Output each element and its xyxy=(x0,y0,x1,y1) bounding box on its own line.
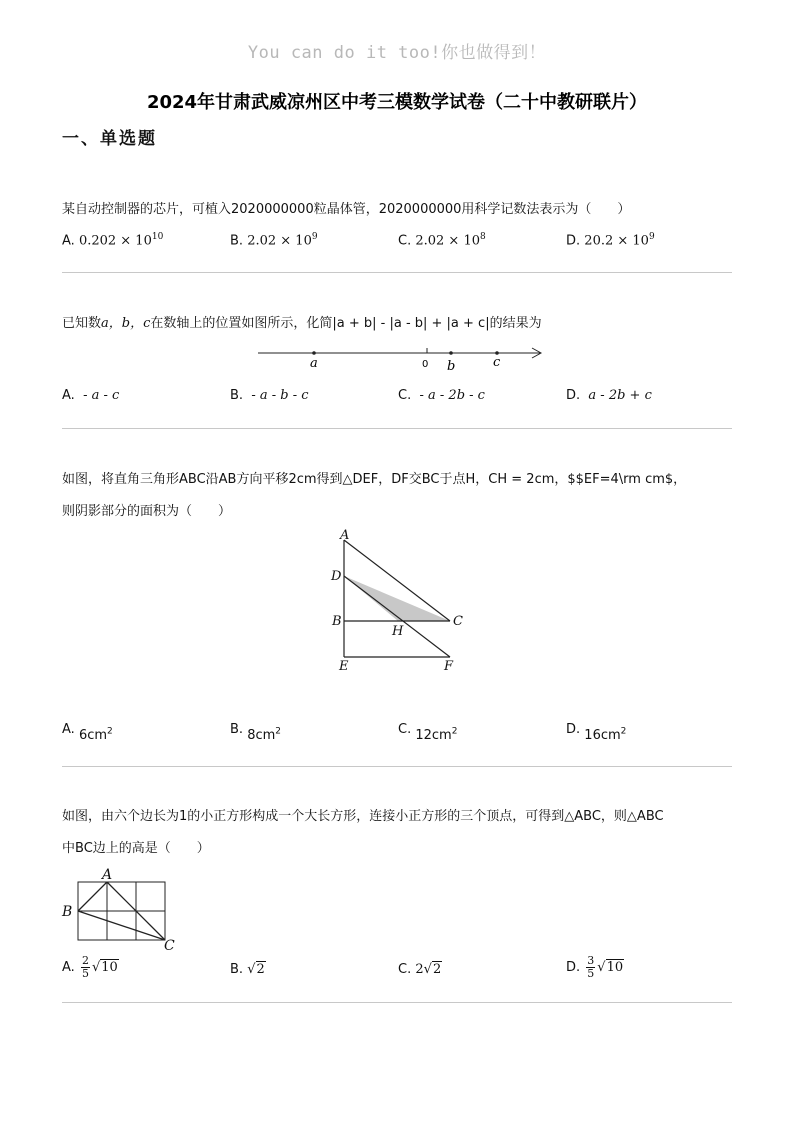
q1-option-d[interactable]: D. $20.2 \times 10^9$ xyxy=(566,232,655,249)
question-2-stem: 已知数a，b，c在数轴上的位置如图所示，化简|a + b| - |a - b| + |a + c|的结果为 xyxy=(62,316,542,331)
q3-option-b[interactable]: B. $8cm^2$ xyxy=(230,722,282,743)
divider xyxy=(62,428,732,429)
q3-option-c[interactable]: C. $12cm^2$ xyxy=(398,722,458,743)
vertex-e: E xyxy=(339,659,349,674)
vertex-c: C xyxy=(453,614,463,629)
point-b xyxy=(449,351,453,355)
grid-triangle-figure xyxy=(60,864,185,954)
question-3-line1: 如图，将直角三角形ABC沿AB方向平移2cm得到△DEF，DF交BC于点H，CH = 2cm，$$EF=4\rm cm$， xyxy=(62,472,687,487)
q1-option-c[interactable]: C. $2.02 \times 10^8$ xyxy=(398,232,486,249)
divider xyxy=(62,272,732,273)
vertex-f: F xyxy=(444,659,454,674)
q3-option-d[interactable]: D. $16cm^2$ xyxy=(566,722,627,743)
vertex-a: A xyxy=(340,528,350,543)
question-4-line2: 中BC边上的高是（ ） xyxy=(62,841,210,856)
q2-option-d[interactable]: D. a - 2b + c xyxy=(566,388,652,403)
divider xyxy=(62,1002,732,1003)
q2-option-c[interactable]: C. - a - 2b - c xyxy=(398,388,485,403)
label-a: a xyxy=(310,356,318,371)
question-1-stem: 某自动控制器的芯片，可植入2020000000粒晶体管，2020000000用科学记数法表示为（ ） xyxy=(62,202,631,217)
q2-option-b[interactable]: B. - a - b - c xyxy=(230,388,309,403)
vertex-b: B xyxy=(62,904,73,920)
vertex-d: D xyxy=(331,569,342,584)
label-b: b xyxy=(447,359,456,374)
section-heading: 一、单选题 xyxy=(62,129,157,149)
vertex-a: A xyxy=(102,867,113,883)
q3-option-a[interactable]: A. $6cm^2$ xyxy=(62,722,113,743)
question-4-line1: 如图，由六个边长为1的小正方形构成一个大长方形，连接小正方形的三个顶点，可得到△ABC，则△ABC xyxy=(62,809,664,824)
q4-option-b[interactable]: B. √2 xyxy=(230,962,265,977)
number-line-figure xyxy=(250,340,550,374)
q1-option-b[interactable]: B. $2.02 \times 10^9$ xyxy=(230,232,318,249)
vertex-c: C xyxy=(164,938,175,954)
page-title: 2024年甘肃武威凉州区中考三模数学试卷（二十中教研联片） xyxy=(146,92,648,113)
point-a xyxy=(312,351,316,355)
triangle-translation-figure xyxy=(326,524,476,674)
label-zero: 0 xyxy=(422,359,429,370)
q4-option-a[interactable]: A. $\frac{2}{5}$ √10 xyxy=(62,954,118,980)
q4-option-d[interactable]: D. $\frac{3}{5}$ √10 xyxy=(566,954,624,980)
question-3-line2: 则阴影部分的面积为（ ） xyxy=(62,504,232,519)
watermark: You can do it too!你也做得到！ xyxy=(247,43,547,63)
vertex-b: B xyxy=(332,614,342,629)
divider xyxy=(62,766,732,767)
q1-option-a[interactable]: A. $0.202 \times 10^{10}$ xyxy=(62,232,164,249)
q2-option-a[interactable]: A. - a - c xyxy=(62,388,120,403)
label-c: c xyxy=(493,355,501,370)
vertex-h: H xyxy=(392,624,404,639)
q4-option-c[interactable]: C. 2√2 xyxy=(398,962,442,977)
